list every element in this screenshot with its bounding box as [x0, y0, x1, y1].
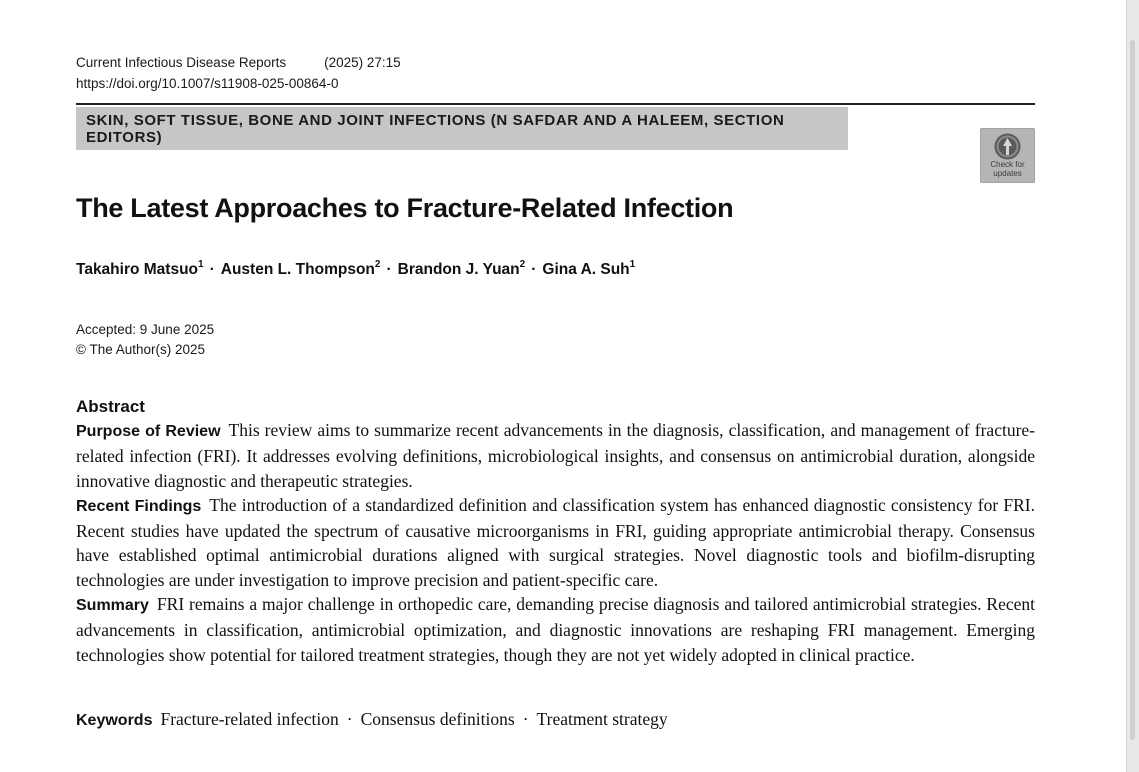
author-separator: ·	[386, 261, 392, 279]
keywords	[76, 709, 668, 730]
check-for-updates-badge[interactable]	[980, 128, 1035, 183]
author-affiliation: 1	[629, 259, 636, 270]
copyright-line: © The Author(s) 2025	[76, 342, 206, 357]
accepted-date: Accepted: 9 June 2025	[76, 322, 215, 337]
journal-line	[76, 52, 401, 73]
keyword-item: Consensus definitions	[360, 709, 515, 729]
section-title: SKIN, SOFT TISSUE, BONE AND JOINT INFECTIONS (N SAFDAR AND A HALEEM, SECTION EDITORS)	[86, 112, 785, 146]
abstract-section-label: Summary	[76, 597, 149, 615]
keyword-separator: ·	[522, 709, 529, 729]
publication-dates	[76, 320, 214, 360]
journal-volume: (2025) 27:15	[324, 55, 401, 70]
paper-title: The Latest Approaches to Fracture-Related Infection	[76, 193, 734, 223]
abstract-section-text: The introduction of a standardized definition and classification system has enhanced diagnostic consistency for FRI. Recent studies have updated the spectrum of causative microorganisms in FRI, guiding appropriate antimicrobial therapy. Consensus have established optimal antimicrobial durations aligned with surgical strategies. Novel diagnostic tools and biofilm-disrupting technologies are under investigation to improve precision and patient-specific care.	[76, 494, 1036, 590]
abstract-paragraph	[76, 493, 1035, 592]
abstract-section-text: This review aims to summarize recent advancements in the diagnosis, classification, and management of fracture-related infection (FRI). It addresses evolving definitions, microbiological insights, and consensus on antimicrobial duration, alongside innovative diagnostic and therapeutic strategies.	[76, 420, 1035, 491]
abstract-paragraph	[76, 418, 1035, 493]
author-separator: ·	[209, 261, 215, 279]
abstract-paragraph	[76, 592, 1035, 667]
scrollbar-thumb[interactable]	[1130, 40, 1135, 740]
abstract	[76, 396, 1035, 667]
check-for-updates-label: Check for updates	[990, 160, 1025, 178]
author-separator: ·	[531, 261, 537, 279]
abstract-section-label: Purpose of Review	[76, 423, 221, 440]
journal-header	[76, 52, 401, 94]
journal-name: Current Infectious Disease Reports	[76, 55, 287, 70]
author-name[interactable]: Austen L. Thompson	[220, 261, 375, 279]
header-rule	[76, 103, 1035, 105]
author-list	[76, 260, 635, 279]
window-scrollbar[interactable]	[1126, 0, 1139, 772]
section-band	[76, 107, 848, 150]
author-affiliation: 1	[198, 259, 204, 270]
keyword-item: Fracture-related infection	[160, 709, 339, 729]
keyword-item: Treatment strategy	[536, 709, 668, 729]
author-name[interactable]: Gina A. Suh	[542, 261, 630, 279]
doi-link[interactable]: https://doi.org/10.1007/s11908-025-00864-0	[76, 76, 339, 91]
keywords-label: Keywords	[76, 712, 153, 729]
author-affiliation: 2	[374, 259, 381, 270]
abstract-section-text: FRI remains a major challenge in orthopedic care, demanding precise diagnosis and tailored antimicrobial strategies. Recent advancements in classification, antimicrobial optimization, and diagnostic innovations are reshaping FRI management. Emerging technologies show potential for tailored treatment strategies, though they are not yet widely adopted in clinical practice.	[76, 594, 1035, 665]
author-affiliation: 2	[519, 259, 526, 270]
keyword-separator: ·	[346, 709, 353, 729]
author-name[interactable]: Brandon J. Yuan	[397, 261, 520, 279]
abstract-section-label: Recent Findings	[76, 497, 202, 515]
check-for-updates-icon	[992, 131, 1023, 162]
abstract-heading: Abstract	[76, 397, 145, 416]
author-name[interactable]: Takahiro Matsuo	[76, 261, 199, 279]
